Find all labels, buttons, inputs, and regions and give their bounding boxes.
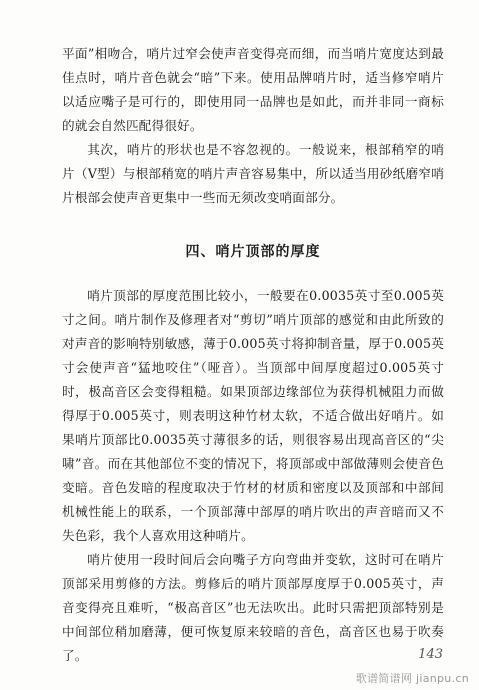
paragraph-3: 哨片顶部的厚度范围比较小，一般要在0.0035英寸至0.005英寸之间。哨片制作及修理者对“剪切”哨片顶部的感觉和由此所致的对声音的影响特别敏感，薄于0.005英寸将抑制音量，厚于0.005英寸会使声音“猛地咬住”（哑音）。当顶部中间厚度超过0.005英寸时，极高音区会变得粗糙。如果顶部边缘部位为获得机械阻力而做得厚于0.005英寸，则表明这种竹材太软，不适合做出好哨片。如果哨片顶部比0.0035英寸薄很多的话，则很容易出现高音区的“尖啸”音。而在其他部位不变的情况下，将顶部或中部做薄则会使音色变暗。音色发暗的程度取决于竹材的材质和密度以及顶部和中部间机械性能上的联系，一个顶部薄中部厚的哨片吹出的声音暗而又不失色彩，我个人喜欢用这种哨片。 xyxy=(62,288,444,543)
paragraph-4: 哨片使用一段时间后会向嘴子方向弯曲并变软，这时可在哨片顶部采用剪修的方法。剪修后的哨片顶部厚度厚于0.005英寸，声音变得亮且难听，“极高音区”也无法吹出。此时只需把顶部特别是中间部位稍加磨薄，便可恢复原来较暗的音色，高音区也易于吹奏了。 xyxy=(62,552,444,663)
page-content xyxy=(62,42,444,668)
section-heading: 四、哨片顶部的厚度 xyxy=(185,244,321,260)
page-number: 143 xyxy=(418,647,443,662)
paragraph-1: 平面”相吻合，哨片过窄会使声音变得亮而细，而当哨片宽度达到最佳点时，哨片音色就会“暗”下来。使用品牌哨片时，适当修窄哨片以适应嘴子是可行的，即使用同一品牌也是如此，而并非同一商标的就会自然匹配得很好。 xyxy=(62,46,444,133)
watermark-logo: 歌谱简谱网 jianpu.cn xyxy=(355,672,469,685)
paragraph-2: 其次，哨片的形状也是不容忽视的。一般说来，根部稍窄的哨片（V型）与根部稍宽的哨片声音容易集中，所以适当用砂纸磨窄哨片根部会使声音更集中一些而无须改变哨面部分。 xyxy=(62,142,444,205)
